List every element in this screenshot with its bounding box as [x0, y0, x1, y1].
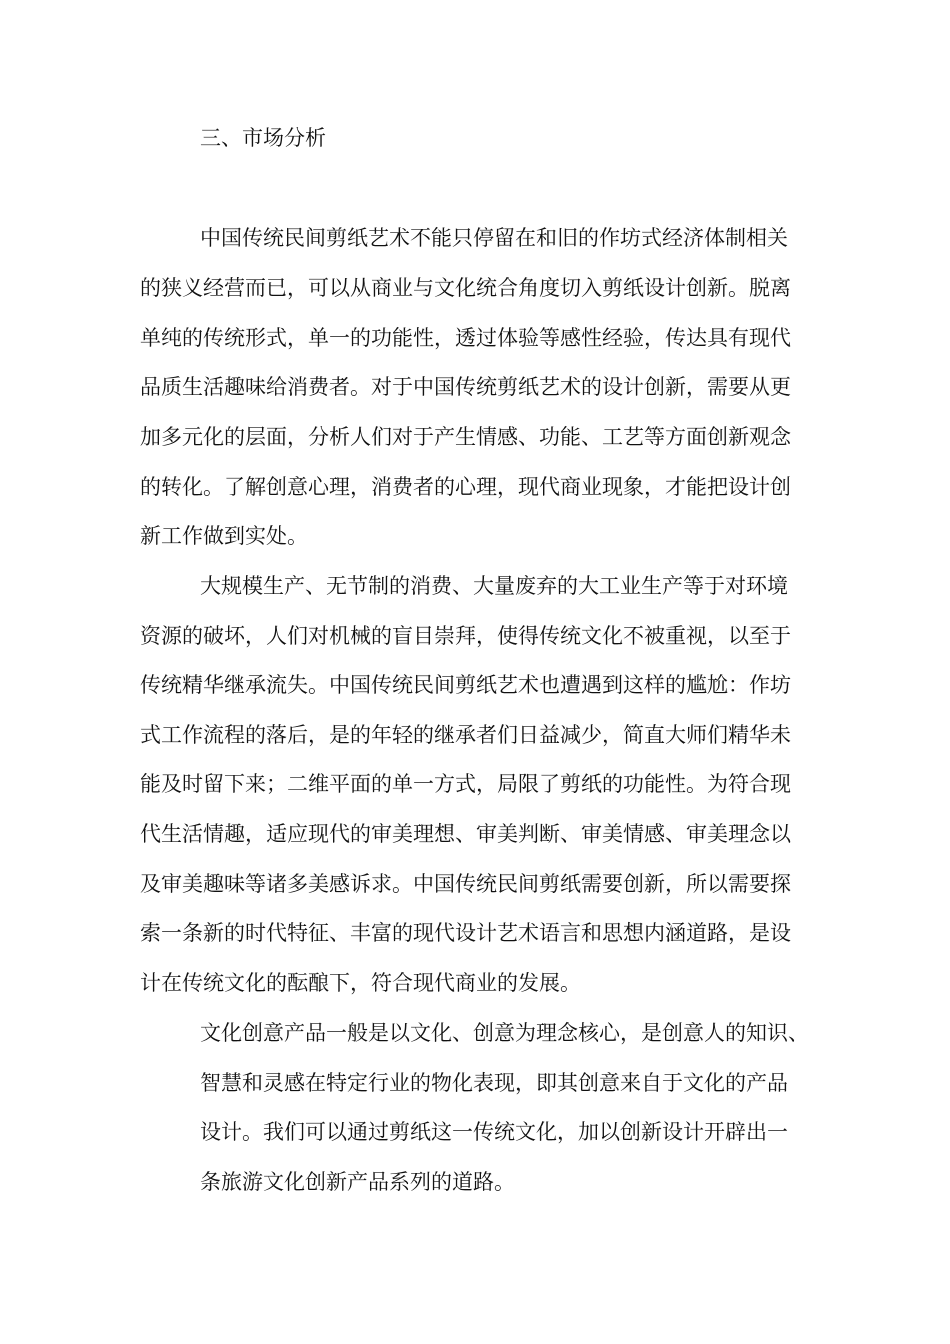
section-heading: 三、市场分析: [200, 126, 326, 150]
paragraph-1-line-4: 品质生活趣味给消费者。对于中国传统剪纸艺术的设计创新，需要从更: [140, 375, 791, 399]
paragraph-1-line-1: 中国传统民间剪纸艺术不能只停留在和旧的作坊式经济体制相关: [200, 226, 788, 250]
paragraph-2-line-2: 资源的破坏，人们对机械的盲目崇拜，使得传统文化不被重视，以至于: [140, 624, 791, 648]
paragraph-1-line-2: 的狭义经营而已，可以从商业与文化统合角度切入剪纸设计创新。脱离: [140, 276, 791, 300]
paragraph-2-line-9: 计在传统文化的酝酿下，符合现代商业的发展。: [140, 971, 581, 995]
paragraph-1-line-5: 加多元化的层面，分析人们对于产生情感、功能、工艺等方面创新观念: [140, 425, 791, 449]
paragraph-1-line-6: 的转化。了解创意心理，消费者的心理，现代商业现象，才能把设计创: [140, 475, 791, 499]
paragraph-1-line-3: 单纯的传统形式，单一的功能性，透过体验等感性经验，传达具有现代: [140, 326, 791, 350]
paragraph-3-line-1: 文化创意产品一般是以文化、创意为理念核心，是创意人的知识、: [200, 1021, 809, 1045]
paragraph-2-line-4: 式工作流程的落后，是的年轻的继承者们日益减少，简直大师们精华未: [140, 723, 791, 747]
paragraph-2-line-6: 代生活情趣，适应现代的审美理想、审美判断、审美情感、审美理念以: [140, 822, 791, 846]
paragraph-2-line-1: 大规模生产、无节制的消费、大量废弃的大工业生产等于对环境: [200, 574, 788, 598]
paragraph-2-line-7: 及审美趣味等诸多美感诉求。中国传统民间剪纸需要创新，所以需要探: [140, 872, 791, 896]
paragraph-3-line-3: 设计。我们可以通过剪纸这一传统文化，加以创新设计开辟出一: [200, 1120, 788, 1144]
paragraph-3-line-4: 条旅游文化创新产品系列的道路。: [200, 1170, 515, 1194]
paragraph-3-line-2: 智慧和灵感在特定行业的物化表现，即其创意来自于文化的产品: [200, 1071, 788, 1095]
paragraph-2-line-8: 索一条新的时代特征、丰富的现代设计艺术语言和思想内涵道路，是设: [140, 921, 791, 945]
paragraph-2-line-5: 能及时留下来；二维平面的单一方式，局限了剪纸的功能性。为符合现: [140, 772, 791, 796]
paragraph-2-line-3: 传统精华继承流失。中国传统民间剪纸艺术也遭遇到这样的尴尬：作坊: [140, 673, 791, 697]
paragraph-1-line-7: 新工作做到实处。: [140, 524, 308, 548]
